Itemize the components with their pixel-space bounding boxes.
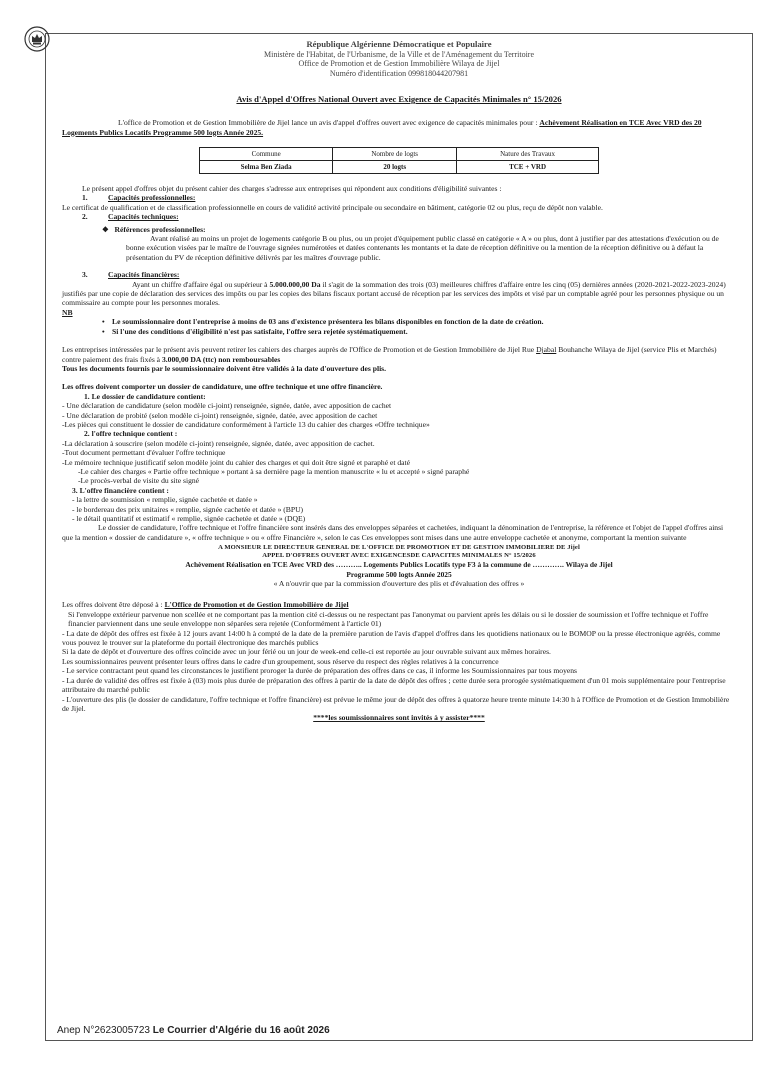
offers-candidature-item: - Une déclaration de candidature (selon modèle ci-joint) renseignée, signée, datée, avec apposition de cachet <box>62 401 392 411</box>
intro-paragraph <box>48 118 750 137</box>
intro-text: L'office de Promotion et de Gestion Immobilière de Jijel lance un avis d'appel d'offres ouvert avec exigence de capacités minimales pour : <box>118 118 538 127</box>
project-table <box>199 147 599 174</box>
section-3-title: Capacités financières: <box>108 270 180 280</box>
deposit-lead <box>62 600 736 609</box>
deposit-item: Si l'enveloppe extérieur parvenue non scellée et ne comportant pas la mention cité ci-dessus ou ne respectant pas l'anonymat ou parvient après les délais ou si le dossier de soumission et l'offre technique et l'offre financier parviennent dans une seule enveloppe non séparées sera rejetée (Conformément à l'article 01) <box>68 609 709 629</box>
letterhead <box>198 40 600 78</box>
header-line-1: République Algérienne Démocratique et Populaire <box>306 39 492 49</box>
deposit-item: Si la date de dépôt et d'ouverture des offres coïncide avec un jour férié ou un jour de week-end celle-ci est reportée au jour ouvrable suivant aux mêmes horaires. <box>62 647 551 657</box>
section-2-number: 2. <box>82 212 88 222</box>
table-cell-commune: Selma Ben Ziada <box>200 161 333 174</box>
withdraw-text-b: Bouhanche Wilaya de Jijel (service Plis et Marchés) contre paiement des frais fixés à <box>62 345 717 364</box>
withdraw-text-a: Les entreprises intéressées par le présent avis peuvent retirer les cahiers des charges auprès de l'Office de Promotion et de Gestion Immobilière de Jijel Rue <box>62 345 537 355</box>
office-logo-icon <box>24 26 50 52</box>
table-header-commune: Commune <box>200 148 333 161</box>
section-3-text <box>62 280 736 308</box>
withdraw-fee: 3.000,00 DA (ttc) non remboursables <box>161 354 281 364</box>
offers-technical-item: -Le mémoire technique justificatif selon modèle joint du cahier des charges et qui doit être signé et paraphé et daté <box>62 457 410 467</box>
offers-financial-item: - le bordereau des prix unitaires « remplie, signée cachetée et datée » (BPU) <box>72 504 304 514</box>
deposit-lead-text: Les offres doivent être déposé à : <box>62 600 165 610</box>
offers-intro: Les offres doivent comporter un dossier de candidature, une offre technique et une offre financière. <box>62 382 383 392</box>
deposit-place: L'Office de Promotion et de Gestion Immobilière de Jijel <box>164 600 349 610</box>
document-page <box>48 40 750 723</box>
section-1-heading <box>62 193 736 202</box>
address-line-2: APPEL D'OFFRES OUVERT AVEC EXIGENCESDE CAPACITES MINIMALES N° 15/2026 <box>262 552 536 560</box>
nb-item <box>62 317 736 326</box>
intro-project: Achèvement Réalisation en TCE Avec VRD des 20 Logements Publics Locatifs Programme 500 logts Année 2025. <box>62 118 702 137</box>
section-2-heading <box>62 212 736 221</box>
page-border-bottom <box>45 1040 753 1041</box>
section-3-number: 3. <box>82 270 88 280</box>
table-cell-count: 20 logts <box>333 161 457 174</box>
address-line-3: Achèvement Réalisation en TCE Avec VRD des ……….. Logements Publics Locatifs type F3 à la commune de …………. Wilaya de Jijel <box>185 560 613 570</box>
bullet-icon: • <box>102 326 105 336</box>
section-1-title: Capacités professionnelles: <box>108 193 196 203</box>
withdraw-paragraph <box>62 345 736 364</box>
offers-technical-item: -La déclaration à souscrire (selon modèle ci-joint) renseignée, signée, datée, avec apposition de cachet. <box>62 438 375 448</box>
offers-technical-title: 2. l'offre technique contient : <box>84 429 178 439</box>
withdraw-place: Djabal <box>536 345 557 355</box>
nb-item-text: Si l'une des conditions d'éligibilité n'est pas satisfaite, l'offre sera rejetée systématiquement. <box>112 326 408 336</box>
nb-label: NB <box>62 307 73 317</box>
deposit-item: - La durée de validité des offres est fixée à (03) mois plus durée de préparation des offres à partir de la date de dépôt des offres ; cette durée sera prorogée systématiquement d'un 01 mois supplémentaire pour l'entreprise attributaire du marché public <box>62 675 726 695</box>
section-3-heading <box>62 270 736 279</box>
section-1-number: 1. <box>82 193 88 203</box>
deposit-final: ****les soumissionnaires sont invités à y assister**** <box>313 713 485 723</box>
section-2-subtitle: Références professionnelles: <box>114 224 206 234</box>
header-line-3: Office de Promotion et de Gestion Immobilière Wilaya de Jijel <box>298 59 500 68</box>
nb-item <box>62 327 736 336</box>
deposit-item: - Le service contractant peut quand les circonstances le justifient proroger la durée de préparation des offres dans ce cas, il informe les Soumissionnaires par tous moyens <box>62 666 578 676</box>
diamond-bullet-icon: ❖ <box>102 224 109 234</box>
section-2-title: Capacités techniques: <box>108 212 179 222</box>
section-2-text: Avant réalisé au moins un projet de logements catégorie B ou plus, ou un projet d'équipement public classé en catégorie « A » ou plus, dont à justifier par des attestations d'exécution ou de bonne exécution visées par le maître de l'ouvrage signées numérotées et datées contenants les montants et la date de réception définitive ou la mention de la réception définitive ou à défaut la présentation du PV de réception définitive délivrés par les maîtres d'ouvrage public. <box>126 234 719 262</box>
section-3-amount: 5.000.000,00 Da <box>269 279 321 289</box>
offers-envelope-text: Le dossier de candidature, l'offre technique et l'offre financière sont insérés dans des enveloppes séparées et cachetées, indiquant la dénomination de l'entreprise, la référence et l'objet de l'appel d'offres ainsi que la mention « dossier de candidature », « offre technique » ou « offre Financière », selon le cas Ces enveloppes sont mises dans une autre enveloppe cachetée et anonyme, comportant la mention suivante <box>62 523 724 542</box>
section-3-text-b: il s'agit de la sommation des trois (03) meilleures chiffres d'affaire entre les cinq (05) dernières années (2020-2021-2022-2023-2024) justifiés par une copie de déclaration des services des impôts ou par les copies des bilans fiscaux portant accusé de réception par les services des impôts et visé par un comptable agréé pour les personnes physique ou un commissaire au compte pour les personnes morales. <box>62 279 726 308</box>
newspaper-name: Le Courrier d'Algérie du 16 août 2026 <box>152 1025 330 1036</box>
header-line-4: Numéro d'identification 099818044207981 <box>329 68 469 78</box>
section-2-subheading <box>62 225 736 234</box>
conditions-intro: Le présent appel d'offres objet du présent cahier des charges s'adresse aux entreprises qui répondent aux conditions d'éligibilité suivantes : <box>82 184 502 193</box>
offers-candidature-item: -Les pièces qui constituent le dossier de candidature conformément à l'article 13 du cahier des charges «Offre technique» <box>62 419 430 429</box>
offers-technical-item: -Tout document permettant d'évaluer l'offre technique <box>62 448 226 458</box>
offers-financial-item: - la lettre de soumission « remplie, signée cachetée et datée » <box>72 495 258 505</box>
address-line-4: Programme 500 logts Année 2025 <box>346 569 452 579</box>
address-block <box>62 544 736 588</box>
notice-title: Avis d'Appel d'Offres National Ouvert avec Exigence de Capacités Minimales n° 15/2026 <box>236 94 562 104</box>
offers-technical-subitem: -Le cahier des charges « Partie offre technique » portant à sa dernière page la mention manuscrite « lu et accepté » signé paraphé <box>78 466 470 476</box>
deposit-item: - L'ouverture des plis (le dossier de candidature, l'offre technique et l'offre financière) est prévue le même jour de dépôt des offres à quatorze heure trente minute 14:30 h à l'Office de Promotion et de Gestion Immobilière de Jijel. <box>62 694 730 713</box>
table-row <box>200 161 599 174</box>
header-line-2: Ministère de l'Habitat, de l'Urbanisme, de la Ville et de l'Aménagement du Territoire <box>263 49 534 59</box>
offers-financial-title: 3. L'offre financière contient : <box>72 485 169 495</box>
table-header-count: Nombre de logts <box>333 148 457 161</box>
deposit-item: - La date de dépôt des offres est fixée à 12 jours avant 14:00 h à compté de la date de la première parution de l'avis d'appel d'offres dans les quotidiens nationaux ou le BOMOP ou la presse électronique agréés, comme vous pouvez le trouver sur la plateforme du portail électronique des marchés publics <box>62 628 721 648</box>
address-line-5: « A n'ouvrir que par la commission d'ouverture des plis et d'évaluation des offres » <box>273 579 525 589</box>
offers-candidature-title: 1. Le dossier de candidature contient: <box>84 391 206 401</box>
table-cell-nature: TCE + VRD <box>457 161 599 174</box>
anep-number: Anep N°2623005723 <box>57 1025 150 1036</box>
offers-financial-item: - le détail quantitatif et estimatif « remplie, signée cachetée et datée » (DQE) <box>72 514 306 523</box>
nb-item-text: Le soumissionnaire dont l'entreprise à moins de 03 ans d'existence présentera les bilans disponibles en fonction de la date de création. <box>112 317 544 327</box>
address-line-1: A MONSIEUR LE DIRECTEUR GENERAL DE L'OFFICE DE PROMOTION ET DE GESTION IMMOBILIERE DE Jijel <box>218 544 580 552</box>
withdraw-validity: Tous les documents fournis par le soumissionnaire doivent être validés à la date d'ouverture des plis. <box>62 363 387 373</box>
section-3-text-a: Ayant un chiffre d'affaire égal ou supérieur à <box>132 279 270 289</box>
deposit-item: Les soumissionnaires peuvent présenter leurs offres dans le cadre d'un groupement, sous réserve du respect des règles relatives à la concurrence <box>62 656 499 666</box>
section-1-text: Le certificat de qualification et de classification professionnelle en cours de validité activité principale ou secondaire en bâtiment, catégorie 02 ou plus, reçu de dépôt non valable. <box>62 202 603 212</box>
publication-footer <box>57 1025 330 1036</box>
table-header-nature: Nature des Travaux <box>457 148 599 161</box>
offers-technical-subitem: -Le procès-verbal de visite du site signé <box>78 476 200 486</box>
bullet-icon: • <box>102 317 105 327</box>
offers-candidature-item: - Une déclaration de probité (selon modèle ci-joint) renseignée, signée, datée, avec apposition de cachet <box>62 410 378 420</box>
